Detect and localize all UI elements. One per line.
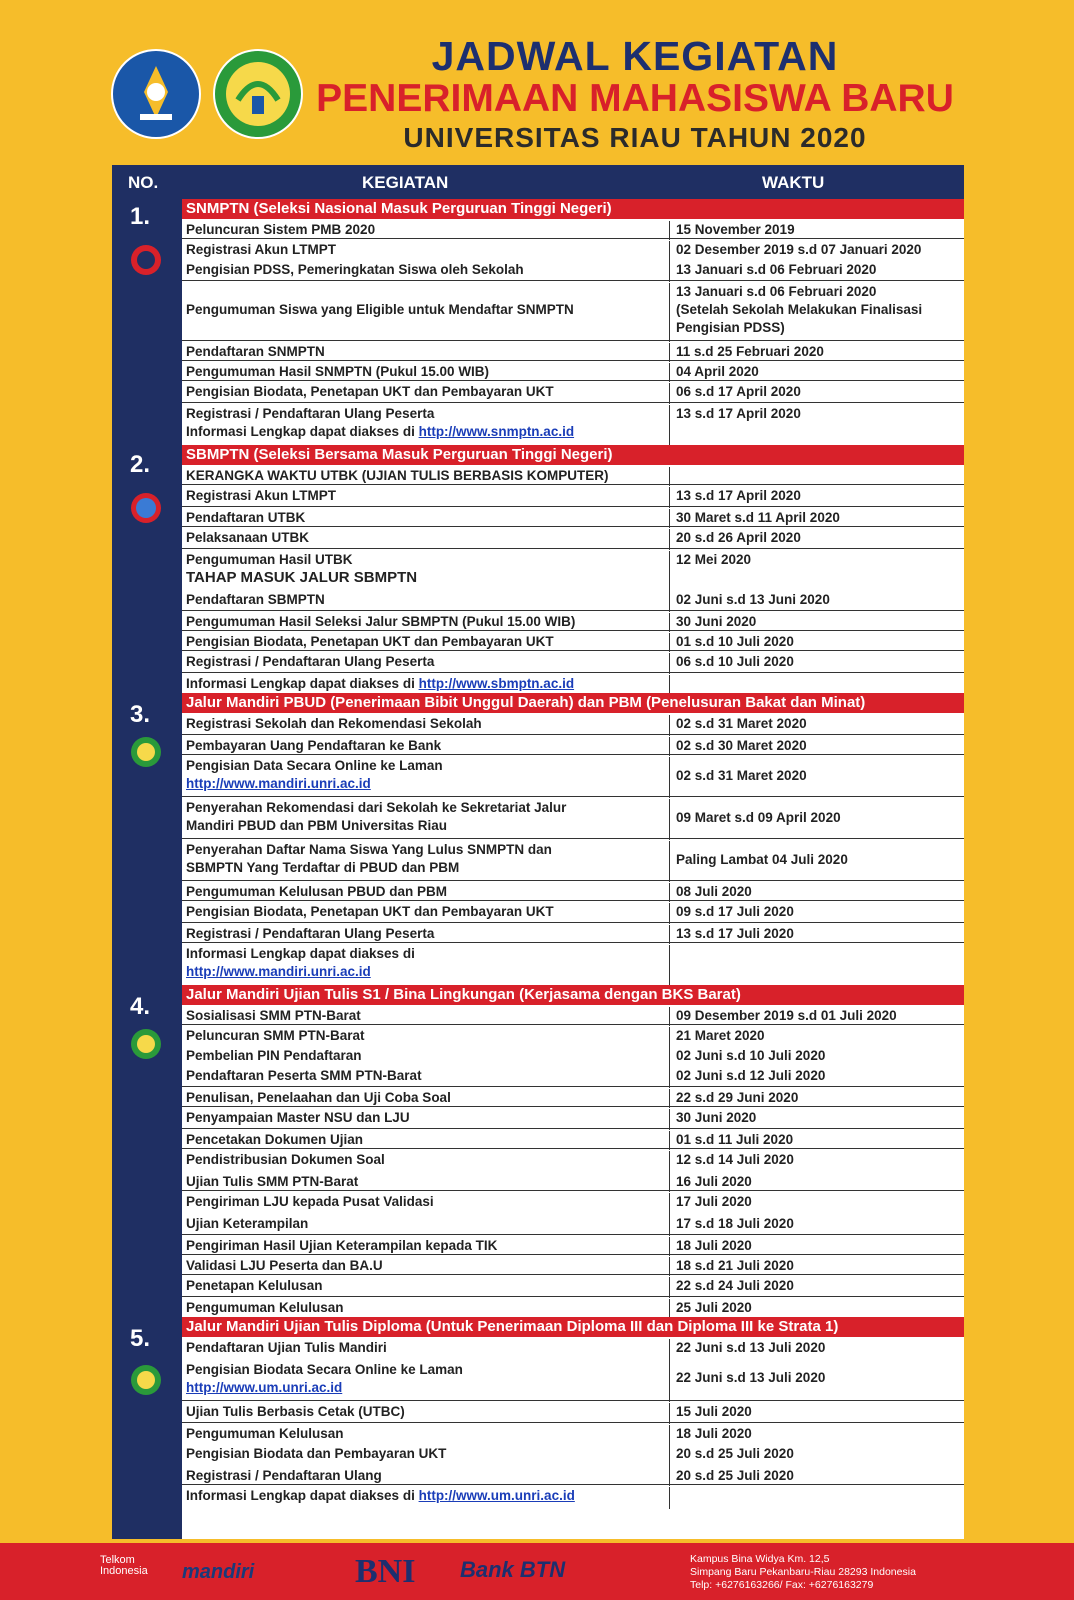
table-header (112, 165, 964, 199)
table-row: Pengumuman Kelulusan PBUD dan PBM 08 Juli 2020 (182, 881, 964, 901)
section-number: 2. (130, 451, 151, 478)
mandiri-link[interactable]: http://www.mandiri.unri.ac.id (186, 776, 371, 791)
section-number: 3. (130, 701, 151, 728)
um-link[interactable]: http://www.um.unri.ac.id (186, 1380, 343, 1395)
table-row: KERANGKA WAKTU UTBK (UJIAN TULIS BERBASIS KOMPUTER) (182, 465, 964, 485)
page-header (0, 0, 1074, 160)
table-row: Pengisian Biodata, Penetapan UKT dan Pembayaran UKT 06 s.d 17 April 2020 (182, 381, 964, 403)
table-row: Pengumuman Hasil UTBK TAHAP MASUK JALUR SBMPTN 12 Mei 2020 (182, 549, 964, 589)
table-row: Registrasi / Pendaftaran Ulang 20 s.d 25 Juli 2020 (182, 1465, 964, 1485)
table-row: Validasi LJU Peserta dan BA.U 18 s.d 21 Juli 2020 (182, 1255, 964, 1275)
table-row: Penyerahan Rekomendasi dari Sekolah ke Sekretariat Jalur Mandiri PBUD dan PBM Universitas Riau 09 Maret s.d 09 April 2020 (182, 797, 964, 839)
table-row: Pengisian PDSS, Pemeringkatan Siswa oleh Sekolah 13 Januari s.d 06 Februari 2020 (182, 259, 964, 281)
table-row: Pengisian Data Secara Online ke Laman http://www.mandiri.unri.ac.id 02 s.d 31 Maret 2020 (182, 755, 964, 797)
table-row: Registrasi Akun LTMPT 13 s.d 17 April 2020 (182, 485, 964, 507)
table-row: Pengisian Biodata dan Pembayaran UKT 20 s.d 25 Juli 2020 (182, 1443, 964, 1465)
unri-small-icon (129, 1363, 163, 1397)
section-header-diploma: Jalur Mandiri Ujian Tulis Diploma (Untuk Penerimaan Diploma III dan Diploma III ke Strata 1) (182, 1317, 964, 1337)
table-row: Registrasi / Pendaftaran Ulang Peserta 06 s.d 10 Juli 2020 (182, 651, 964, 673)
section-header-sbmptn: SBMPTN (Seleksi Bersama Masuk Perguruan Tinggi Negeri) (182, 445, 964, 465)
table-row: Penetapan Kelulusan 22 s.d 24 Juli 2020 (182, 1275, 964, 1297)
title-pmb: PENERIMAAN MAHASISWA BARU (316, 77, 954, 120)
table-row: Pencetakan Dokumen Ujian 01 s.d 11 Juli 2020 (182, 1129, 964, 1149)
section-header-pbud-pbm: Jalur Mandiri PBUD (Penerimaan Bibit Unggul Daerah) dan PBM (Penelusuran Bakat dan Minat) (182, 693, 964, 713)
table-row: Registrasi / Pendaftaran Ulang Peserta 13 s.d 17 Juli 2020 (182, 923, 964, 943)
table-row: Pengiriman Hasil Ujian Keterampilan kepada TIK 18 Juli 2020 (182, 1235, 964, 1255)
mandiri-logo: mandiri (182, 1561, 255, 1583)
unri-small-icon (129, 735, 163, 769)
table-row: Pendaftaran Peserta SMM PTN-Barat 02 Juni s.d 12 Juli 2020 (182, 1065, 964, 1087)
title-unri: UNIVERSITAS RIAU TAHUN 2020 (403, 122, 867, 153)
snmptn-link[interactable]: http://www.snmptn.ac.id (418, 424, 575, 439)
telkom-logo: Telkom Indonesia (100, 1554, 148, 1577)
sbmptn-link[interactable]: http://www.sbmptn.ac.id (418, 676, 575, 691)
btn-logo: Bank BTN (460, 1557, 566, 1582)
table-row: Pengisian Biodata, Penetapan UKT dan Pembayaran UKT 09 s.d 17 Juli 2020 (182, 901, 964, 923)
header-kegiatan: KEGIATAN (362, 173, 449, 192)
table-row: Pengumuman Kelulusan 18 Juli 2020 (182, 1423, 964, 1443)
table-row: Penyerahan Daftar Nama Siswa Yang Lulus SNMPTN dan SBMPTN Yang Terdaftar di PBUD dan PBM Paling Lambat 04 Juli 2020 (182, 839, 964, 881)
universitas-riau-logo (212, 48, 304, 140)
table-row: Pengumuman Siswa yang Eligible untuk Mendaftar SNMPTN 13 Januari s.d 06 Februari 2020 (Setelah Sekolah Melakukan Finalisasi Pengisian PDSS) (182, 281, 964, 341)
table-row: Pengiriman LJU kepada Pusat Validasi 17 Juli 2020 (182, 1191, 964, 1213)
bni-logo: BNI (355, 1553, 416, 1590)
table-row: Ujian Tulis SMM PTN-Barat 16 Juli 2020 (182, 1171, 964, 1191)
section-number: 5. (130, 1325, 151, 1352)
footer-sponsors (0, 1543, 1074, 1600)
table-row: Ujian Tulis Berbasis Cetak (UTBC) 15 Juli 2020 (182, 1401, 964, 1423)
unri-small-icon (129, 1027, 163, 1061)
header-no: NO. (128, 173, 159, 192)
table-row: Pendaftaran SBMPTN 02 Juni s.d 13 Juni 2020 (182, 589, 964, 611)
title-block (300, 34, 970, 156)
table-row: Pembayaran Uang Pendaftaran ke Bank 02 s.d 30 Maret 2020 (182, 735, 964, 755)
table-row: Pengisian Biodata Secara Online ke Laman http://www.um.unri.ac.id 22 Juni s.d 13 Juli 2020 (182, 1359, 964, 1401)
table-row: Informasi Lengkap dapat diakses di http://www.um.unri.ac.id (182, 1485, 964, 1507)
mandiri-info-link[interactable]: http://www.mandiri.unri.ac.id (186, 964, 371, 979)
section-header-snmptn: SNMPTN (Seleksi Nasional Masuk Perguruan Tinggi Negeri) (182, 199, 964, 219)
table-row: Pendaftaran UTBK 30 Maret s.d 11 April 2020 (182, 507, 964, 527)
table-row: Sosialisasi SMM PTN-Barat 09 Desember 2019 s.d 01 Juli 2020 (182, 1005, 964, 1025)
table-row: Informasi Lengkap dapat diakses di http://www.sbmptn.ac.id (182, 673, 964, 693)
header-waktu: WAKTU (762, 173, 825, 192)
section-header-smm-ptn-barat: Jalur Mandiri Ujian Tulis S1 / Bina Lingkungan (Kerjasama dengan BKS Barat) (182, 985, 964, 1005)
table-row: Pelaksanaan UTBK 20 s.d 26 April 2020 (182, 527, 964, 549)
table-row: Pengisian Biodata, Penetapan UKT dan Pembayaran UKT 01 s.d 10 Juli 2020 (182, 631, 964, 651)
table-row: Registrasi Sekolah dan Rekomendasi Sekolah 02 s.d 31 Maret 2020 (182, 713, 964, 735)
table-row: Penulisan, Penelaahan dan Uji Coba Soal 22 s.d 29 Juni 2020 (182, 1087, 964, 1107)
table-row: Pendaftaran Ujian Tulis Mandiri 22 Juni s.d 13 Juli 2020 (182, 1337, 964, 1359)
table-row: Pengumuman Kelulusan 25 Juli 2020 (182, 1297, 964, 1317)
table-row: Pembelian PIN Pendaftaran 02 Juni s.d 10 Juli 2020 (182, 1045, 964, 1065)
campus-address: Kampus Bina Widya Km. 12,5 Simpang Baru Pekanbaru-Riau 28293 Indonesia Telp: +6276163266/ Fax: +6276163279 (690, 1553, 916, 1591)
table-row: Registrasi / Pendaftaran Ulang Peserta Informasi Lengkap dapat diakses di http://www.snmptn.ac.id 13 s.d 17 April 2020 (182, 403, 964, 445)
table-row: Pengumuman Hasil SNMPTN (Pukul 15.00 WIB) 04 April 2020 (182, 361, 964, 381)
schedule-table (112, 165, 964, 1539)
um-info-link[interactable]: http://www.um.unri.ac.id (418, 1488, 575, 1503)
table-row: Pengumuman Hasil Seleksi Jalur SBMPTN (Pukul 15.00 WIB) 30 Juni 2020 (182, 611, 964, 631)
table-row: Pendaftaran SNMPTN 11 s.d 25 Februari 2020 (182, 341, 964, 361)
section-number: 1. (130, 203, 151, 230)
table-row: Pendistribusian Dokumen Soal 12 s.d 14 Juli 2020 (182, 1149, 964, 1171)
table-row: Peluncuran Sistem PMB 2020 15 November 2019 (182, 219, 964, 239)
table-row: Peluncuran SMM PTN-Barat 21 Maret 2020 (182, 1025, 964, 1045)
snmptn-icon (129, 243, 163, 277)
sbmptn-icon (129, 491, 163, 525)
tut-wuri-handayani-logo (110, 48, 202, 140)
title-jadwal: JADWAL KEGIATAN (431, 33, 839, 79)
table-row: Registrasi Akun LTMPT 02 Desember 2019 s.d 07 Januari 2020 (182, 239, 964, 259)
table-row: Ujian Keterampilan 17 s.d 18 Juli 2020 (182, 1213, 964, 1235)
table-row: Penyampaian Master NSU dan LJU 30 Juni 2020 (182, 1107, 964, 1129)
section-number: 4. (130, 993, 151, 1020)
table-row: Informasi Lengkap dapat diakses di http://www.mandiri.unri.ac.id (182, 943, 964, 985)
